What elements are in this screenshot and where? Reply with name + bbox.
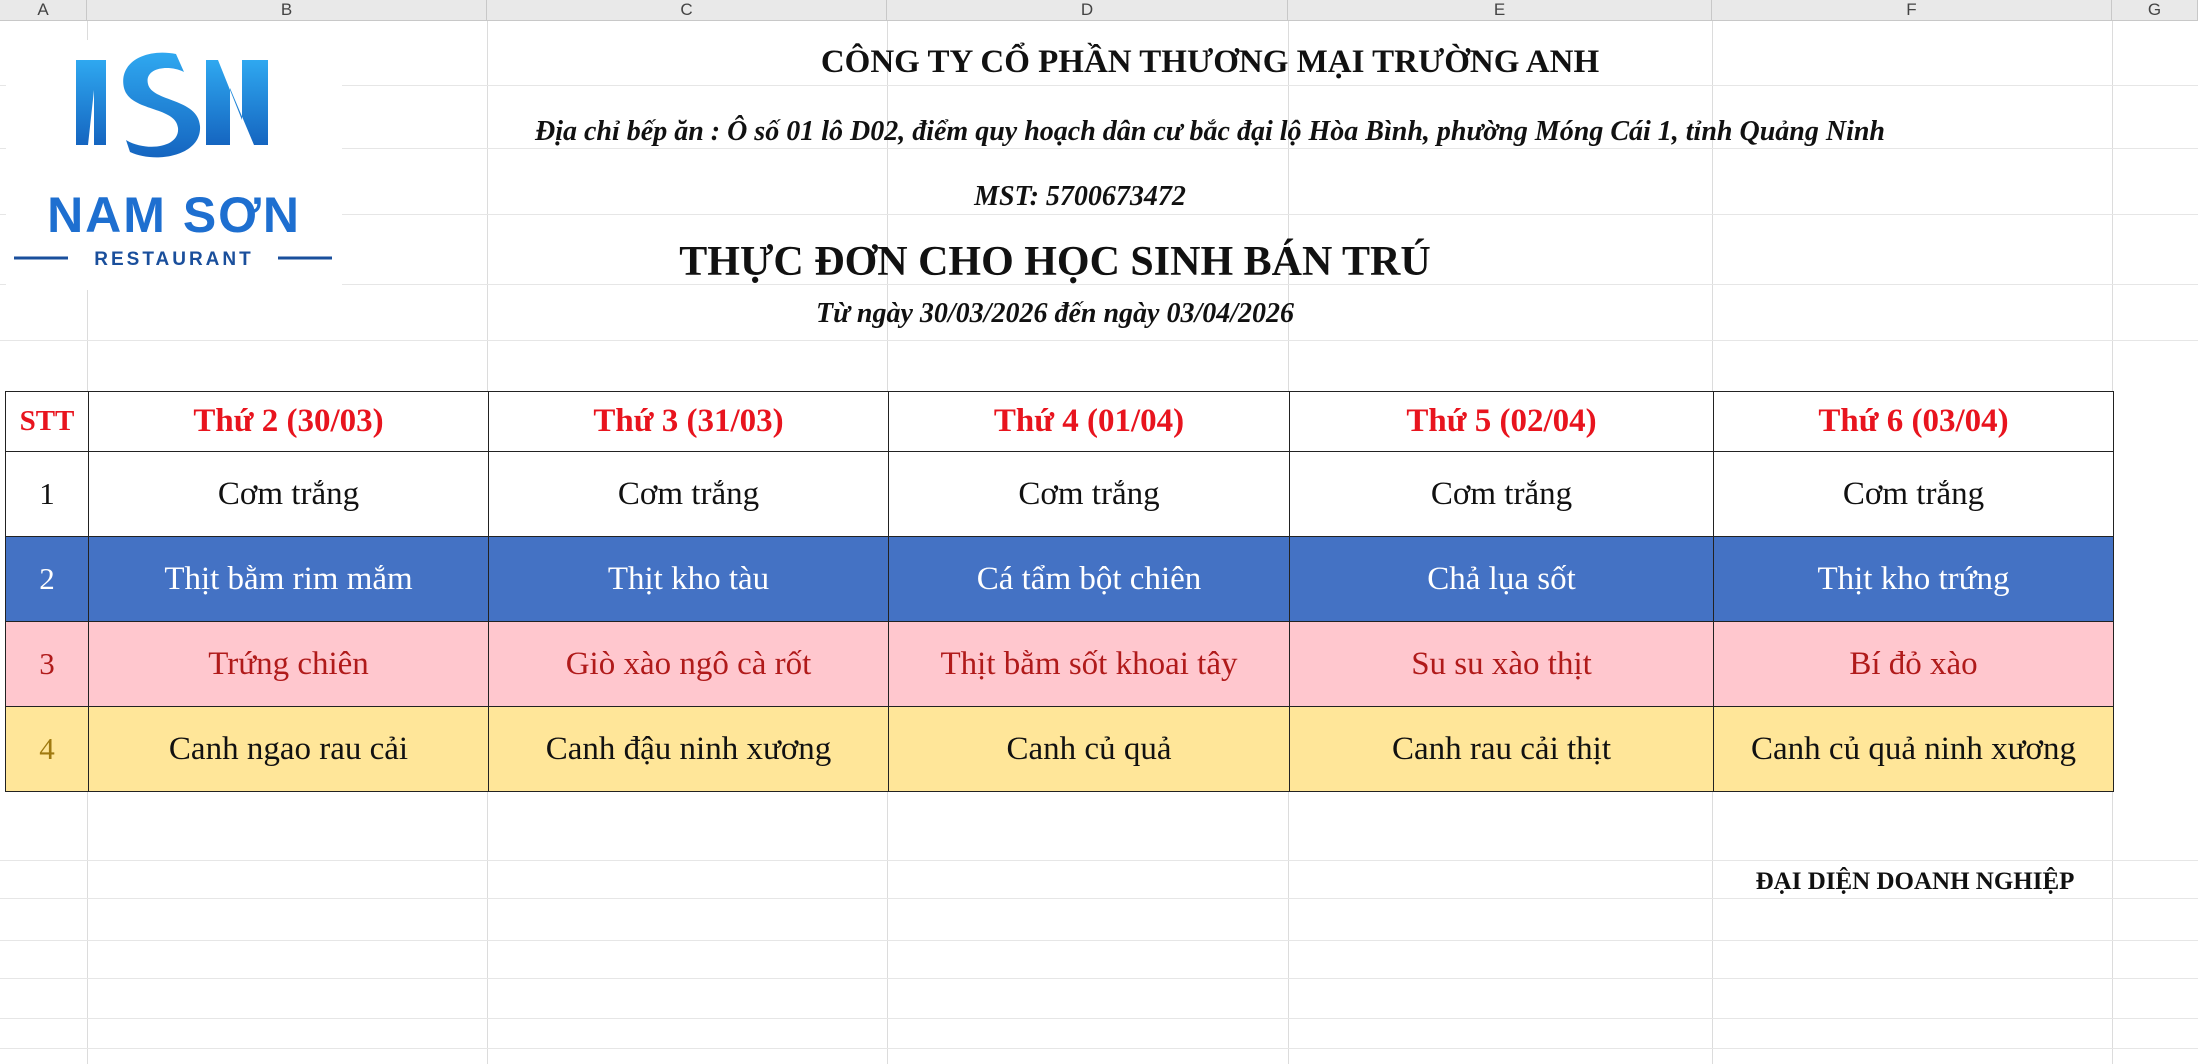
menu-row — [6, 537, 2114, 622]
dish-cell[interactable]: Canh ngao rau cải — [89, 707, 489, 792]
menu-title: THỰC ĐƠN CHO HỌC SINH BÁN TRÚ — [679, 239, 1431, 285]
header-friday[interactable]: Thứ 6 (03/04) — [1714, 392, 2114, 452]
dish-cell[interactable]: Giò xào ngô cà rốt — [489, 622, 889, 707]
representative-label: ĐẠI DIỆN DOANH NGHIỆP — [1755, 868, 2075, 895]
row-number[interactable]: 2 — [6, 537, 89, 622]
row-number[interactable]: 4 — [6, 707, 89, 792]
dish-cell[interactable]: Cơm trắng — [1714, 452, 2114, 537]
tax-id: MST: 5700673472 — [974, 181, 1186, 212]
column-header-g[interactable]: G — [2112, 0, 2198, 20]
menu-table — [5, 391, 2114, 792]
column-header-a[interactable]: A — [0, 0, 87, 20]
company-name: CÔNG TY CỔ PHẦN THƯƠNG MẠI TRƯỜNG ANH — [820, 44, 1600, 80]
ns-fish-logo-icon — [6, 40, 342, 290]
header-thursday[interactable]: Thứ 5 (02/04) — [1290, 392, 1714, 452]
header-monday[interactable]: Thứ 2 (30/03) — [89, 392, 489, 452]
dish-cell[interactable]: Thịt bằm sốt khoai tây — [889, 622, 1290, 707]
row-number[interactable]: 1 — [6, 452, 89, 537]
dish-cell[interactable]: Cơm trắng — [1290, 452, 1714, 537]
dish-cell[interactable]: Chả lụa sốt — [1290, 537, 1714, 622]
dish-cell[interactable]: Cá tẩm bột chiên — [889, 537, 1290, 622]
dish-cell[interactable]: Thịt bằm rim mắm — [89, 537, 489, 622]
header-tuesday[interactable]: Thứ 3 (31/03) — [489, 392, 889, 452]
dish-cell[interactable]: Trứng chiên — [89, 622, 489, 707]
column-header-e[interactable]: E — [1288, 0, 1712, 20]
menu-row — [6, 707, 2114, 792]
dish-cell[interactable]: Cơm trắng — [889, 452, 1290, 537]
brand-text: NAM SƠN — [47, 187, 301, 243]
date-range: Từ ngày 30/03/2026 đến ngày 03/04/2026 — [816, 298, 1294, 329]
column-header-c[interactable]: C — [487, 0, 887, 20]
dish-cell[interactable]: Canh củ quả ninh xương — [1714, 707, 2114, 792]
dish-cell[interactable]: Canh rau cải thịt — [1290, 707, 1714, 792]
header-stt[interactable]: STT — [6, 392, 89, 452]
dish-cell[interactable]: Cơm trắng — [89, 452, 489, 537]
column-header-f[interactable]: F — [1712, 0, 2112, 20]
header-wednesday[interactable]: Thứ 4 (01/04) — [889, 392, 1290, 452]
dish-cell[interactable]: Canh đậu ninh xương — [489, 707, 889, 792]
column-header-d[interactable]: D — [887, 0, 1288, 20]
dish-cell[interactable]: Cơm trắng — [489, 452, 889, 537]
row-number[interactable]: 3 — [6, 622, 89, 707]
dish-cell[interactable]: Bí đỏ xào — [1714, 622, 2114, 707]
dish-cell[interactable]: Thịt kho tàu — [489, 537, 889, 622]
kitchen-address: Địa chỉ bếp ăn : Ô số 01 lô D02, điểm quy hoạch dân cư bắc đại lộ Hòa Bình, phường Móng Cái 1, tỉnh Quảng Ninh — [534, 116, 1885, 147]
nam-son-logo — [6, 40, 342, 290]
dish-cell[interactable]: Canh củ quả — [889, 707, 1290, 792]
tagline-text: RESTAURANT — [94, 249, 254, 270]
dish-cell[interactable]: Thịt kho trứng — [1714, 537, 2114, 622]
column-header-bar — [0, 0, 2198, 21]
menu-header-row — [6, 392, 2114, 452]
menu-row — [6, 622, 2114, 707]
menu-row — [6, 452, 2114, 537]
column-header-b[interactable]: B — [87, 0, 487, 20]
dish-cell[interactable]: Su su xào thịt — [1290, 622, 1714, 707]
